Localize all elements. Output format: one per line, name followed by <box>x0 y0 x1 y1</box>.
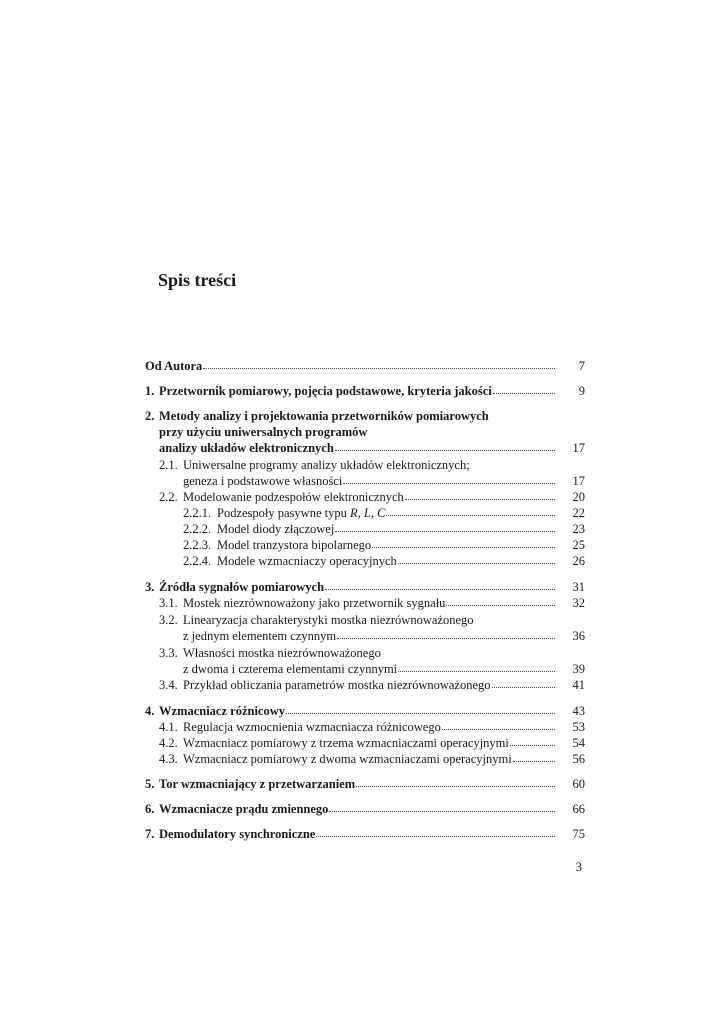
toc-entry-number: 1. <box>145 384 155 398</box>
toc-entry-page: 75 <box>572 827 585 841</box>
toc-entry-number: 3.3. <box>159 646 178 660</box>
toc-entry-number: 6. <box>145 802 155 816</box>
toc-entry-page: 17 <box>572 474 585 488</box>
toc-entry-title: Regulacja wzmocnienia wzmacniacza różnicowego <box>183 720 441 734</box>
toc-entry-title: Modele wzmacniaczy operacyjnych <box>217 554 397 568</box>
page-title: Spis treści <box>158 270 237 290</box>
toc-entry-page: 7 <box>578 359 585 373</box>
toc-entry-chapter-1[interactable] <box>145 383 585 399</box>
leader-dots <box>492 686 555 688</box>
toc-entry-title-line-2: z jednym elementem czynnym <box>183 629 337 643</box>
toc-entry-page: 32 <box>572 596 585 610</box>
toc-entry-number: 2.2.1. <box>183 506 212 520</box>
toc-entry-number: 4.2. <box>159 736 178 750</box>
toc-entry-section-4-3[interactable] <box>159 751 585 767</box>
toc-entry-chapter-5[interactable] <box>145 776 585 792</box>
toc-entry-od-autora[interactable] <box>145 358 585 374</box>
toc-entry-title-line-1[interactable]: Metody analizy i projektowania przetworników pomiarowych <box>159 409 489 423</box>
toc-entry-page: 26 <box>572 554 585 568</box>
toc-entry-title: Mostek niezrównoważony jako przetwornik sygnału <box>183 596 446 610</box>
toc-entry-chapter-2[interactable] <box>159 440 585 456</box>
leader-dots <box>325 588 555 590</box>
toc-entry-number: 2.1. <box>159 458 178 472</box>
leader-dots <box>343 482 555 484</box>
leader-dots <box>329 810 555 812</box>
toc-entry-section-3-2[interactable] <box>183 628 585 644</box>
toc-entry-title: Model tranzystora bipolarnego <box>217 538 372 552</box>
leader-dots <box>337 637 555 639</box>
toc-entry-page: 20 <box>572 490 585 504</box>
toc-entry-number: 2. <box>145 409 155 423</box>
leader-dots <box>203 367 555 369</box>
toc-entry-number: 4.1. <box>159 720 178 734</box>
leader-dots <box>286 712 555 714</box>
toc-entry-number: 3.2. <box>159 613 178 627</box>
toc-entry-section-2-2-2[interactable] <box>183 521 585 537</box>
toc-entry-section-2-1[interactable] <box>183 473 585 489</box>
toc-entry-number: 2.2. <box>159 490 178 504</box>
toc-entry-title: Wzmacniacze prądu zmiennego <box>159 802 329 816</box>
toc-entry-section-2-2-3[interactable] <box>183 537 585 553</box>
leader-dots <box>446 604 555 606</box>
toc-entry-page: 66 <box>572 802 585 816</box>
toc-entry-section-2-2-4[interactable] <box>183 553 585 569</box>
leader-dots <box>398 562 555 564</box>
toc-entry-title-line-2: z dwoma i czterema elementami czynnymi <box>183 662 398 676</box>
leader-dots <box>513 760 555 762</box>
toc-entry-title: Przetwornik pomiarowy, pojęcia podstawowe, kryteria jakości <box>159 384 492 398</box>
leader-dots <box>356 785 555 787</box>
toc-entry-chapter-3[interactable] <box>145 579 585 595</box>
toc-entry-title-line-1[interactable]: Własności mostka niezrównoważonego <box>183 646 381 660</box>
toc-entry-title: Podzespoły pasywne typu <box>217 506 350 520</box>
toc-entry-section-2-2[interactable] <box>159 489 585 505</box>
toc-entry-title: Modelowanie podzespołów elektronicznych <box>183 490 404 504</box>
toc-entry-page: 22 <box>572 506 585 520</box>
toc-entry-chapter-4[interactable] <box>145 703 585 719</box>
leader-dots <box>493 392 555 394</box>
toc-entry-title: Model diody złączowej <box>217 522 335 536</box>
leader-dots <box>510 744 555 746</box>
toc-entry-title-line-3: analizy układów elektronicznych <box>159 441 334 455</box>
toc-entry-number: 4. <box>145 704 155 718</box>
toc-entry-page: 23 <box>572 522 585 536</box>
toc-entry-title: Przykład obliczania parametrów mostka niezrównoważonego <box>183 678 491 692</box>
toc-entry-page: 39 <box>572 662 585 676</box>
toc-entry-page: 25 <box>572 538 585 552</box>
toc-entry-section-4-1[interactable] <box>159 719 585 735</box>
toc-entry-title: Wzmacniacz pomiarowy z dwoma wzmacniaczami operacyjnymi <box>183 752 512 766</box>
toc-entry-section-4-2[interactable] <box>159 735 585 751</box>
toc-entry-page: 41 <box>572 678 585 692</box>
toc-entry-title-line-2[interactable]: przy użyciu uniwersalnych programów <box>159 425 368 439</box>
toc-entry-title: Źródła sygnałów pomiarowych <box>159 580 325 594</box>
toc-entry-title-line-2: geneza i podstawowe własności <box>183 474 343 488</box>
leader-dots <box>335 449 555 451</box>
toc-entry-page: 31 <box>572 580 585 594</box>
toc-entry-section-3-1[interactable] <box>159 595 585 611</box>
toc-entry-page: 53 <box>572 720 585 734</box>
leader-dots <box>386 514 555 516</box>
toc-entry-title: Od Autora <box>145 359 203 373</box>
leader-dots <box>316 835 555 837</box>
toc-entry-number: 3.1. <box>159 596 178 610</box>
leader-dots <box>405 498 555 500</box>
leader-dots <box>398 670 555 672</box>
toc-entry-title-line-1[interactable]: Uniwersalne programy analizy układów elektronicznych; <box>183 458 470 472</box>
toc-entry-page: 17 <box>572 441 585 455</box>
toc-entry-page: 56 <box>572 752 585 766</box>
toc-entry-title: Tor wzmacniający z przetwarzaniem <box>159 777 356 791</box>
toc-entry-page: 9 <box>578 384 585 398</box>
toc-entry-number: 2.2.3. <box>183 538 212 552</box>
toc-entry-title: Wzmacniacz różnicowy <box>159 704 286 718</box>
toc-entry-section-3-4[interactable] <box>159 677 585 693</box>
toc-entry-page: 36 <box>572 629 585 643</box>
page-number: 3 <box>575 860 582 874</box>
toc-entry-title-line-1[interactable]: Linearyzacja charakterystyki mostka niezrównoważonego <box>183 613 474 627</box>
toc-entry-number: 5. <box>145 777 155 791</box>
toc-entry-title-italic: R, L, C <box>349 506 386 520</box>
leader-dots <box>372 546 555 548</box>
toc-entry-number: 2.2.4. <box>183 554 212 568</box>
toc-entry-chapter-7[interactable] <box>145 826 585 842</box>
toc-entry-title: Demodulatory synchroniczne <box>159 827 316 841</box>
toc-entry-number: 3. <box>145 580 155 594</box>
toc-entry-section-2-2-1[interactable] <box>183 505 585 521</box>
toc-entry-number: 3.4. <box>159 678 178 692</box>
leader-dots <box>335 530 555 532</box>
toc-entry-title: Wzmacniacz pomiarowy z trzema wzmacniaczami operacyjnymi <box>183 736 509 750</box>
toc-entry-number: 7. <box>145 827 155 841</box>
toc-entry-page: 60 <box>572 777 585 791</box>
leader-dots <box>442 728 555 730</box>
toc-entry-number: 2.2.2. <box>183 522 212 536</box>
toc-entry-section-3-3[interactable] <box>183 661 585 677</box>
toc-entry-page: 43 <box>572 704 585 718</box>
toc-entry-page: 54 <box>572 736 585 750</box>
toc-entry-number: 4.3. <box>159 752 178 766</box>
toc-entry-chapter-6[interactable] <box>145 801 585 817</box>
